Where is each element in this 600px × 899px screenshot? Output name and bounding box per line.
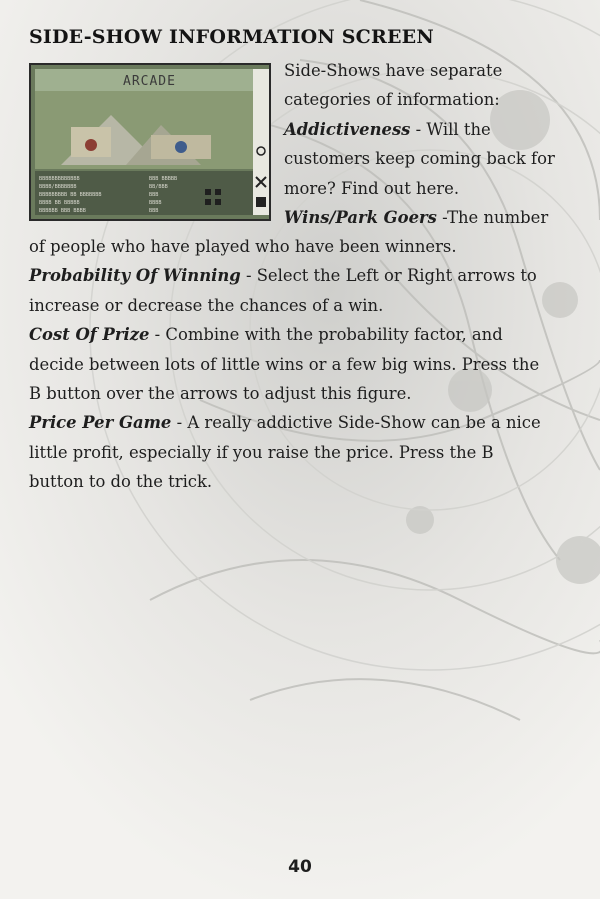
term-wins-park-goers: Wins/Park Goers xyxy=(284,208,437,228)
body-text xyxy=(29,232,587,497)
arrow-icon xyxy=(205,189,211,195)
screenshot-stat-left: BBBB BB BBBBB xyxy=(39,200,80,206)
screenshot-stat-left: BBBBBBBBB BB BBBBBBB xyxy=(39,192,102,198)
term-probability-of-winning: Probability Of Winning xyxy=(29,266,241,286)
term-price-per-game: Price Per Game xyxy=(29,413,172,433)
term-cost-of-prize: Cost Of Prize xyxy=(29,325,150,345)
text-line: Cost Of Prize - Combine with the probability factor, and xyxy=(29,325,503,345)
exit-icon xyxy=(256,197,266,207)
text-line: customers keep coming back for xyxy=(284,149,555,169)
page-heading: SIDE-SHOW INFORMATION SCREEN xyxy=(29,26,434,48)
text-line: more? Find out here. xyxy=(284,178,460,198)
text-line: Addictiveness - Will the xyxy=(284,119,491,139)
arrow-icon xyxy=(215,199,221,205)
screenshot-stat-left: BBBBBBBBBBBBB xyxy=(39,176,80,182)
screenshot-stat-left: BBBB/BBBBBBB xyxy=(39,184,77,190)
screenshot-stat-right: BBB BBBBB xyxy=(149,176,178,182)
term-addictiveness: Addictiveness xyxy=(284,119,411,139)
text-line: of people who have played who have been winners. xyxy=(29,237,457,256)
text-line: Probability Of Winning - Select the Left or Right arrows to xyxy=(29,266,537,286)
arrow-icon xyxy=(215,189,221,195)
text-line: Wins/Park Goers -The number xyxy=(284,208,549,228)
text-line: Price Per Game - A really addictive Side-Show can be a nice xyxy=(29,413,541,433)
screenshot-stat-left: BBBBBB BBB BBBB xyxy=(39,208,86,214)
arrow-icon xyxy=(205,199,211,205)
screenshot-stat-right: BB/BBB xyxy=(149,184,168,190)
screenshot-title: ARCADE xyxy=(123,74,176,89)
text-line: Side-Shows have separate xyxy=(284,61,503,80)
screenshot-stat-right: BBB xyxy=(149,192,159,198)
text-line: B button over the arrows to adjust this figure. xyxy=(29,384,412,404)
text-line: button to do the trick. xyxy=(29,472,213,492)
screenshot-stat-right: BBBB xyxy=(149,200,162,206)
text-line: categories of information: xyxy=(284,90,500,110)
page-number: 40 xyxy=(288,857,312,877)
intro-text xyxy=(284,56,594,232)
screenshot-stat-right: BBB xyxy=(149,208,159,214)
text-line: increase or decrease the chances of a win. xyxy=(29,295,384,315)
text-line: little profit, especially if you raise the price. Press the B xyxy=(29,442,494,462)
text-line: decide between lots of little wins or a few big wins. Press the xyxy=(29,354,540,374)
side-show-screenshot xyxy=(29,63,271,221)
